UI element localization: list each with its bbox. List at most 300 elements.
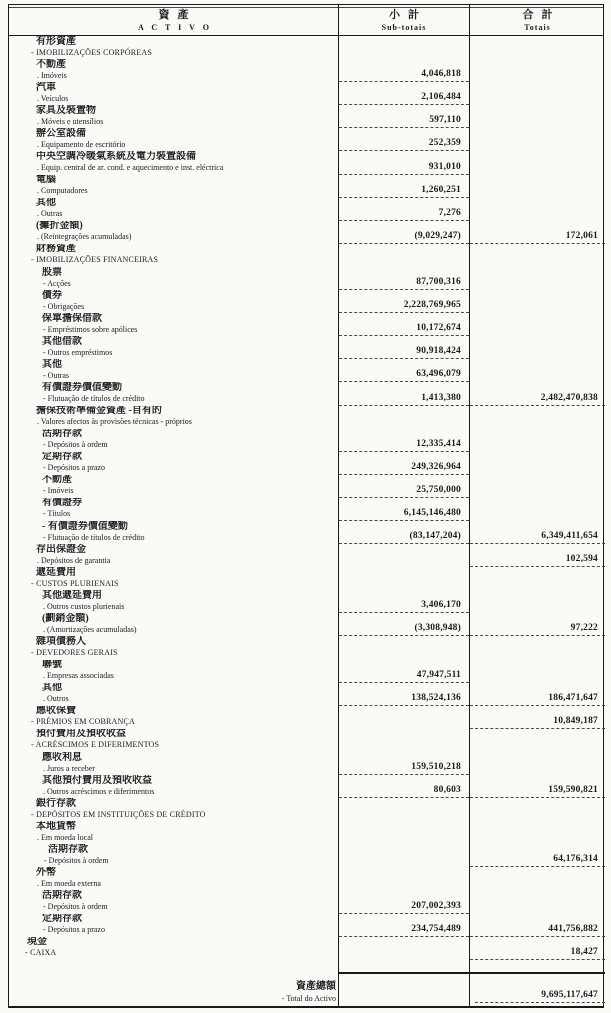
- row-label-zh: 有形資產: [36, 36, 76, 47]
- row-subtotal-cell: [338, 937, 469, 960]
- row-label-zh: 應收利息: [42, 751, 82, 763]
- row-label-zh: 其他預付費用及預收收益: [42, 775, 152, 786]
- table-row: [9, 128, 603, 151]
- row-total-cell: [469, 267, 605, 290]
- row-subtotal-value: 6,145,146,480: [339, 507, 469, 521]
- table-header: [9, 5, 603, 36]
- row-subtotal-cell: [338, 221, 469, 244]
- table-row: [9, 567, 603, 590]
- row-label-zh: 活期存款: [48, 844, 88, 855]
- row-label-cell: [9, 798, 338, 821]
- row-label-pt: - ACRÉSCIMOS E DIFERIMENTOS: [31, 740, 160, 750]
- footer-total-cell: [469, 972, 605, 1006]
- row-label-pt: . Outros: [43, 694, 69, 704]
- row-label-zh: 定期存款: [42, 913, 82, 925]
- row-label-cell: [9, 498, 338, 521]
- row-total-cell: [469, 151, 605, 174]
- row-subtotal-cell: [338, 867, 469, 890]
- row-total-cell: [469, 937, 605, 960]
- row-total-cell: [469, 82, 605, 105]
- row-label-cell: [9, 382, 338, 405]
- row-label-zh: 外幣: [36, 867, 56, 878]
- row-label-pt: - Títulos: [43, 509, 71, 519]
- row-label-cell: [9, 244, 338, 267]
- table-row: [9, 660, 603, 683]
- table-row: [9, 590, 603, 613]
- row-label-cell: [9, 406, 338, 429]
- row-label-cell: [9, 937, 338, 960]
- row-total-value: 10,849,187: [470, 715, 605, 729]
- table-row: [9, 867, 603, 890]
- row-label-pt: . (Reintegrações acumuladas): [37, 232, 132, 242]
- row-subtotal-cell: [338, 706, 469, 729]
- row-label-pt: - Depósitos a prazo: [43, 925, 105, 935]
- table-row: [9, 175, 603, 198]
- row-total-cell: [469, 498, 605, 521]
- row-label-zh: 債券: [42, 290, 62, 301]
- row-label-zh: 有價證券: [42, 497, 82, 509]
- row-label-zh: 其他借款: [42, 336, 82, 347]
- table-row: [9, 636, 603, 659]
- row-label-pt: - Obrigações: [43, 301, 85, 311]
- row-label-zh: 有價證券價值變動: [42, 382, 122, 393]
- row-label-cell: [9, 452, 338, 475]
- row-label-cell: [9, 683, 338, 706]
- row-total-cell: [469, 660, 605, 683]
- row-subtotal-cell: [338, 151, 469, 174]
- row-total-value: 159,590,821: [470, 784, 605, 798]
- row-label-cell: [9, 590, 338, 613]
- row-label-pt: . Equip. central de ar. cond. e aquecimento e inst. eléctrica: [37, 163, 224, 173]
- table-row: [9, 59, 603, 82]
- row-label-zh: (劃銷金額): [42, 613, 89, 624]
- row-label-cell: [9, 752, 338, 775]
- table-footer: [9, 960, 603, 1006]
- table-row: [9, 890, 603, 913]
- row-label-zh: 銀行存款: [36, 798, 76, 809]
- row-subtotal-value: [339, 959, 469, 960]
- row-label-cell: [9, 105, 338, 128]
- row-subtotal-value: 2,106,484: [339, 91, 469, 105]
- header-col-subtotals: [338, 5, 469, 35]
- row-label-pt: - CAIXA: [25, 948, 57, 958]
- table-row: [9, 706, 603, 729]
- row-label-pt: - DEPÓSITOS EM INSTITUIÇÕES DE CRÉDITO: [31, 809, 206, 819]
- row-label-zh: 存出保證金: [36, 544, 86, 555]
- row-total-value: 102,594: [470, 553, 605, 567]
- row-subtotal-value: (9,029,247): [339, 230, 469, 244]
- row-subtotal-value: (83,147,204): [339, 530, 469, 544]
- row-label-pt: - IMOBILIZAÇÕES CORPÓREAS: [31, 47, 153, 57]
- row-subtotal-cell: [338, 336, 469, 359]
- table-row: [9, 452, 603, 475]
- row-subtotal-cell: [338, 59, 469, 82]
- row-total-cell: [469, 128, 605, 151]
- row-total-cell: [469, 613, 605, 636]
- row-label-zh: 其他: [36, 197, 56, 209]
- row-total-cell: [469, 429, 605, 452]
- row-subtotal-cell: [338, 359, 469, 382]
- row-label-zh: - 有價證券價值變動: [42, 520, 128, 532]
- row-label-cell: [9, 867, 338, 890]
- row-total-value: 186,471,647: [470, 692, 605, 706]
- row-subtotal-cell: [338, 406, 469, 429]
- row-label-zh: 擔保技術準備金資產 -自有的: [36, 405, 162, 417]
- row-label-zh: 其他: [42, 682, 62, 694]
- row-label-pt: - Imóveis: [43, 486, 74, 496]
- row-subtotal-value: 159,510,218: [339, 761, 469, 775]
- table-row: [9, 267, 603, 290]
- row-subtotal-value: 207,002,393: [339, 900, 469, 914]
- row-label-pt: . Outros acréscimos e diferimentos: [43, 786, 155, 796]
- table-row: [9, 105, 603, 128]
- row-total-cell: [469, 844, 605, 867]
- row-label-cell: [9, 521, 338, 544]
- row-subtotal-value: 234,754,489: [339, 923, 469, 937]
- row-total-cell: [469, 475, 605, 498]
- table-row: [9, 382, 603, 405]
- row-label-zh: 現金: [27, 936, 47, 948]
- row-total-cell: [469, 382, 605, 405]
- row-subtotal-cell: [338, 244, 469, 267]
- row-label-cell: [9, 151, 338, 174]
- row-subtotal-value: 10,172,674: [339, 322, 469, 336]
- table-row: [9, 729, 603, 752]
- row-label-pt: - Empréstimos sobre apólices: [43, 324, 138, 334]
- row-label-cell: [9, 844, 338, 867]
- row-subtotal-value: 2,228,769,965: [339, 299, 469, 313]
- header-totals-pt: Totais: [524, 23, 551, 32]
- row-label-zh: 其他: [42, 359, 62, 370]
- row-label-cell: [9, 290, 338, 313]
- row-label-zh: 應收保費: [36, 705, 76, 717]
- row-total-cell: [469, 706, 605, 729]
- row-subtotal-value: 90,918,424: [339, 345, 469, 359]
- row-total-cell: [469, 867, 605, 890]
- row-subtotal-value: 7,276: [339, 207, 469, 221]
- row-total-cell: [469, 636, 605, 659]
- row-label-cell: [9, 59, 338, 82]
- row-label-pt: - Outros empréstimos: [43, 347, 113, 357]
- row-label-zh: 其他遞延費用: [42, 590, 102, 601]
- table-row: [9, 752, 603, 775]
- header-assets-zh: 資產: [158, 9, 197, 21]
- table-row: [9, 914, 603, 937]
- row-subtotal-cell: [338, 821, 469, 844]
- row-total-cell: [469, 590, 605, 613]
- row-label-zh: 遞延費用: [36, 567, 76, 578]
- row-subtotal-cell: [338, 452, 469, 475]
- row-subtotal-cell: [338, 683, 469, 706]
- row-total-cell: [469, 567, 605, 590]
- header-col-totals: [469, 5, 605, 35]
- row-label-pt: . Outros custos plurienais: [43, 601, 125, 611]
- row-label-zh: (攤折金額): [36, 220, 83, 232]
- row-label-pt: . Valores afectos às provisões técnicas - próprios: [37, 417, 192, 427]
- row-subtotal-value: 138,524,136: [339, 692, 469, 706]
- footer-spacer-subtotal: [338, 960, 469, 972]
- row-label-cell: [9, 636, 338, 659]
- row-subtotal-cell: [338, 567, 469, 590]
- footer-spacer-left: [9, 960, 338, 972]
- row-subtotal-value: 3,406,170: [339, 599, 469, 613]
- table-row: [9, 429, 603, 452]
- row-label-cell: [9, 429, 338, 452]
- row-total-value: 172,061: [470, 230, 605, 244]
- row-subtotal-cell: [338, 382, 469, 405]
- row-total-cell: [469, 821, 605, 844]
- row-subtotal-cell: [338, 290, 469, 313]
- row-subtotal-value: 80,603: [339, 784, 469, 798]
- row-label-cell: [9, 706, 338, 729]
- row-subtotal-cell: [338, 498, 469, 521]
- row-subtotal-cell: [338, 660, 469, 683]
- row-label-zh: 股票: [42, 266, 62, 278]
- table-row: [9, 613, 603, 636]
- total-assets-label-zh: 資產總額: [296, 980, 336, 992]
- table-row: [9, 36, 603, 59]
- footer-subtotal-cell: [338, 972, 469, 1006]
- table-row: [9, 821, 603, 844]
- row-total-cell: [469, 359, 605, 382]
- row-label-pt: . Equipamento de escritório: [37, 139, 126, 149]
- total-assets-label-pt: - Total do Activo: [281, 993, 336, 1003]
- row-label-pt: - IMOBILIZAÇÕES FINANCEIRAS: [31, 255, 159, 265]
- row-total-value: 97,222: [470, 622, 605, 636]
- row-label-cell: [9, 775, 338, 798]
- table-row: [9, 544, 603, 567]
- row-total-cell: [469, 406, 605, 429]
- row-total-cell: [469, 521, 605, 544]
- table-row: [9, 521, 603, 544]
- row-subtotal-value: 4,046,818: [339, 68, 469, 82]
- row-total-cell: [469, 914, 605, 937]
- row-label-cell: [9, 475, 338, 498]
- row-subtotal-value: 87,700,316: [339, 276, 469, 290]
- row-total-cell: [469, 729, 605, 752]
- row-subtotal-value: 1,413,380: [339, 392, 469, 406]
- row-label-zh: 聯號: [42, 659, 62, 671]
- row-subtotal-value: 25,750,000: [339, 484, 469, 498]
- row-label-pt: - Flutuação de títulos de crédito: [43, 394, 145, 403]
- row-label-zh: 雜項債務人: [36, 636, 86, 648]
- row-total-cell: [469, 244, 605, 267]
- row-total-cell: [469, 221, 605, 244]
- row-subtotal-cell: [338, 613, 469, 636]
- row-label-zh: 財務資產: [36, 243, 76, 255]
- row-label-cell: [9, 821, 338, 844]
- header-totals-zh: 合計: [522, 9, 561, 21]
- row-subtotal-cell: [338, 475, 469, 498]
- row-label-cell: [9, 267, 338, 290]
- row-subtotal-cell: [338, 128, 469, 151]
- row-label-pt: . Empresas associadas: [43, 671, 114, 681]
- row-label-pt: . Outras: [37, 209, 63, 219]
- table-row: [9, 221, 603, 244]
- row-label-pt: . Juros a receber: [43, 763, 95, 773]
- row-label-zh: 電腦: [36, 174, 56, 186]
- footer-label-cell: [9, 972, 338, 1006]
- row-total-value: 6,349,411,654: [470, 530, 605, 544]
- row-total-cell: [469, 198, 605, 221]
- row-subtotal-cell: [338, 313, 469, 336]
- row-label-pt: - Depósitos a prazo: [43, 463, 105, 473]
- row-label-pt: . Em moeda externa: [37, 878, 101, 888]
- row-label-cell: [9, 198, 338, 221]
- table-row: [9, 313, 603, 336]
- row-subtotal-value: 252,359: [339, 137, 469, 151]
- row-subtotal-value: 597,110: [339, 114, 469, 128]
- row-subtotal-value: 1,260,251: [339, 184, 469, 198]
- table-row: [9, 82, 603, 105]
- row-label-pt: . Em moeda local: [37, 832, 93, 842]
- row-label-pt: - CUSTOS PLURIENAIS: [31, 578, 119, 588]
- row-label-pt: - PRÉMIOS EM COBRANÇA: [31, 717, 135, 727]
- row-subtotal-value: 12,335,414: [339, 438, 469, 452]
- row-subtotal-cell: [338, 590, 469, 613]
- row-subtotal-cell: [338, 636, 469, 659]
- row-total-cell: [469, 683, 605, 706]
- row-subtotal-cell: [338, 914, 469, 937]
- row-subtotal-cell: [338, 890, 469, 913]
- row-total-cell: [469, 544, 605, 567]
- assets-table: [8, 4, 604, 1008]
- table-row: [9, 844, 603, 867]
- row-label-zh: 汽車: [36, 82, 56, 93]
- row-subtotal-value: 63,496,079: [339, 368, 469, 382]
- row-subtotal-value: 931,010: [339, 161, 469, 175]
- row-subtotal-cell: [338, 82, 469, 105]
- row-total-cell: [469, 798, 605, 821]
- table-row: [9, 151, 603, 174]
- row-label-zh: 本地貨幣: [36, 821, 76, 832]
- footer-spacer-total: [469, 960, 605, 972]
- row-total-value: 2,482,470,838: [470, 392, 605, 406]
- table-row: [9, 244, 603, 267]
- row-subtotal-cell: [338, 775, 469, 798]
- row-total-cell: [469, 775, 605, 798]
- header-subtotals-pt: Sub-totais: [381, 23, 427, 32]
- row-label-zh: 家具及裝置物: [36, 105, 96, 116]
- row-label-cell: [9, 336, 338, 359]
- row-label-pt: - Acções: [43, 278, 71, 288]
- row-label-pt: . (Amortizações acumuladas): [43, 624, 137, 634]
- row-label-pt: - Depósitos à ordem: [44, 855, 109, 865]
- row-subtotal-cell: [338, 798, 469, 821]
- table-row: [9, 475, 603, 498]
- row-label-cell: [9, 36, 338, 59]
- row-label-cell: [9, 313, 338, 336]
- header-assets-pt: A C T I V O: [138, 23, 212, 32]
- row-total-value: 441,756,882: [470, 923, 605, 937]
- row-label-cell: [9, 221, 338, 244]
- row-label-cell: [9, 82, 338, 105]
- row-total-cell: [469, 336, 605, 359]
- table-row: [9, 290, 603, 313]
- row-total-cell: [469, 452, 605, 475]
- row-label-zh: 不動產: [36, 59, 66, 70]
- row-subtotal-cell: [338, 198, 469, 221]
- header-subtotals-zh: 小計: [389, 9, 427, 21]
- table-row: [9, 359, 603, 382]
- row-total-cell: [469, 59, 605, 82]
- row-label-cell: [9, 567, 338, 590]
- table-row: [9, 406, 603, 429]
- row-label-zh: 辦公室設備: [36, 128, 86, 139]
- row-label-cell: [9, 890, 338, 913]
- row-subtotal-cell: [338, 267, 469, 290]
- row-label-cell: [9, 128, 338, 151]
- row-label-pt: - Flutuação de títulos de crédito: [43, 532, 145, 542]
- row-label-zh: 中央空調冷暖氣系統及電力裝置設備: [36, 151, 196, 163]
- row-label-cell: [9, 613, 338, 636]
- table-row: [9, 198, 603, 221]
- row-subtotal-value: 47,947,511: [339, 669, 469, 683]
- total-assets-value: 9,695,117,647: [475, 989, 605, 1003]
- row-label-zh: 定期存款: [42, 451, 82, 463]
- row-total-cell: [469, 36, 605, 59]
- row-total-cell: [469, 313, 605, 336]
- row-subtotal-value: (3,308,948): [339, 622, 469, 636]
- row-total-cell: [469, 175, 605, 198]
- row-label-pt: - DEVEDORES GERAIS: [31, 648, 118, 658]
- row-label-pt: - Depósitos à ordem: [43, 902, 108, 912]
- row-label-cell: [9, 175, 338, 198]
- table-body: [9, 36, 603, 960]
- row-subtotal-cell: [338, 844, 469, 867]
- row-subtotal-cell: [338, 729, 469, 752]
- table-row: [9, 775, 603, 798]
- row-total-cell: [469, 752, 605, 775]
- row-label-pt: . Veículos: [37, 93, 69, 103]
- row-label-pt: . Computadores: [37, 186, 88, 196]
- table-row: [9, 798, 603, 821]
- row-subtotal-cell: [338, 544, 469, 567]
- row-subtotal-cell: [338, 752, 469, 775]
- row-total-value: 64,176,314: [470, 853, 605, 867]
- row-total-cell: [469, 290, 605, 313]
- table-row: [9, 498, 603, 521]
- table-row: [9, 683, 603, 706]
- row-label-pt: . Depósitos de garantia: [37, 555, 111, 565]
- row-subtotal-cell: [338, 521, 469, 544]
- row-label-cell: [9, 544, 338, 567]
- row-label-zh: 保單擔保借款: [42, 313, 102, 324]
- row-total-cell: [469, 890, 605, 913]
- row-total-value: 18,427: [470, 946, 605, 960]
- header-col-assets: [9, 5, 338, 35]
- row-label-zh: 預付費用及預收收益: [36, 728, 126, 740]
- row-label-pt: - Depósitos à ordem: [43, 440, 108, 450]
- row-subtotal-cell: [338, 105, 469, 128]
- row-label-pt: . Móveis e utensílios: [37, 116, 104, 126]
- row-subtotal-cell: [338, 36, 469, 59]
- row-label-cell: [9, 660, 338, 683]
- row-total-cell: [469, 105, 605, 128]
- row-label-pt: . Imóveis: [37, 70, 67, 80]
- row-label-zh: 活期存款: [42, 890, 82, 902]
- row-subtotal-cell: [338, 429, 469, 452]
- row-label-zh: 活期存款: [42, 428, 82, 440]
- row-label-cell: [9, 359, 338, 382]
- row-label-zh: 不動產: [42, 474, 72, 486]
- table-row: [9, 336, 603, 359]
- table-row: [9, 937, 603, 960]
- row-label-pt: - Outras: [43, 370, 69, 380]
- row-subtotal-cell: [338, 175, 469, 198]
- row-subtotal-value: 249,326,964: [339, 461, 469, 475]
- row-label-cell: [9, 729, 338, 752]
